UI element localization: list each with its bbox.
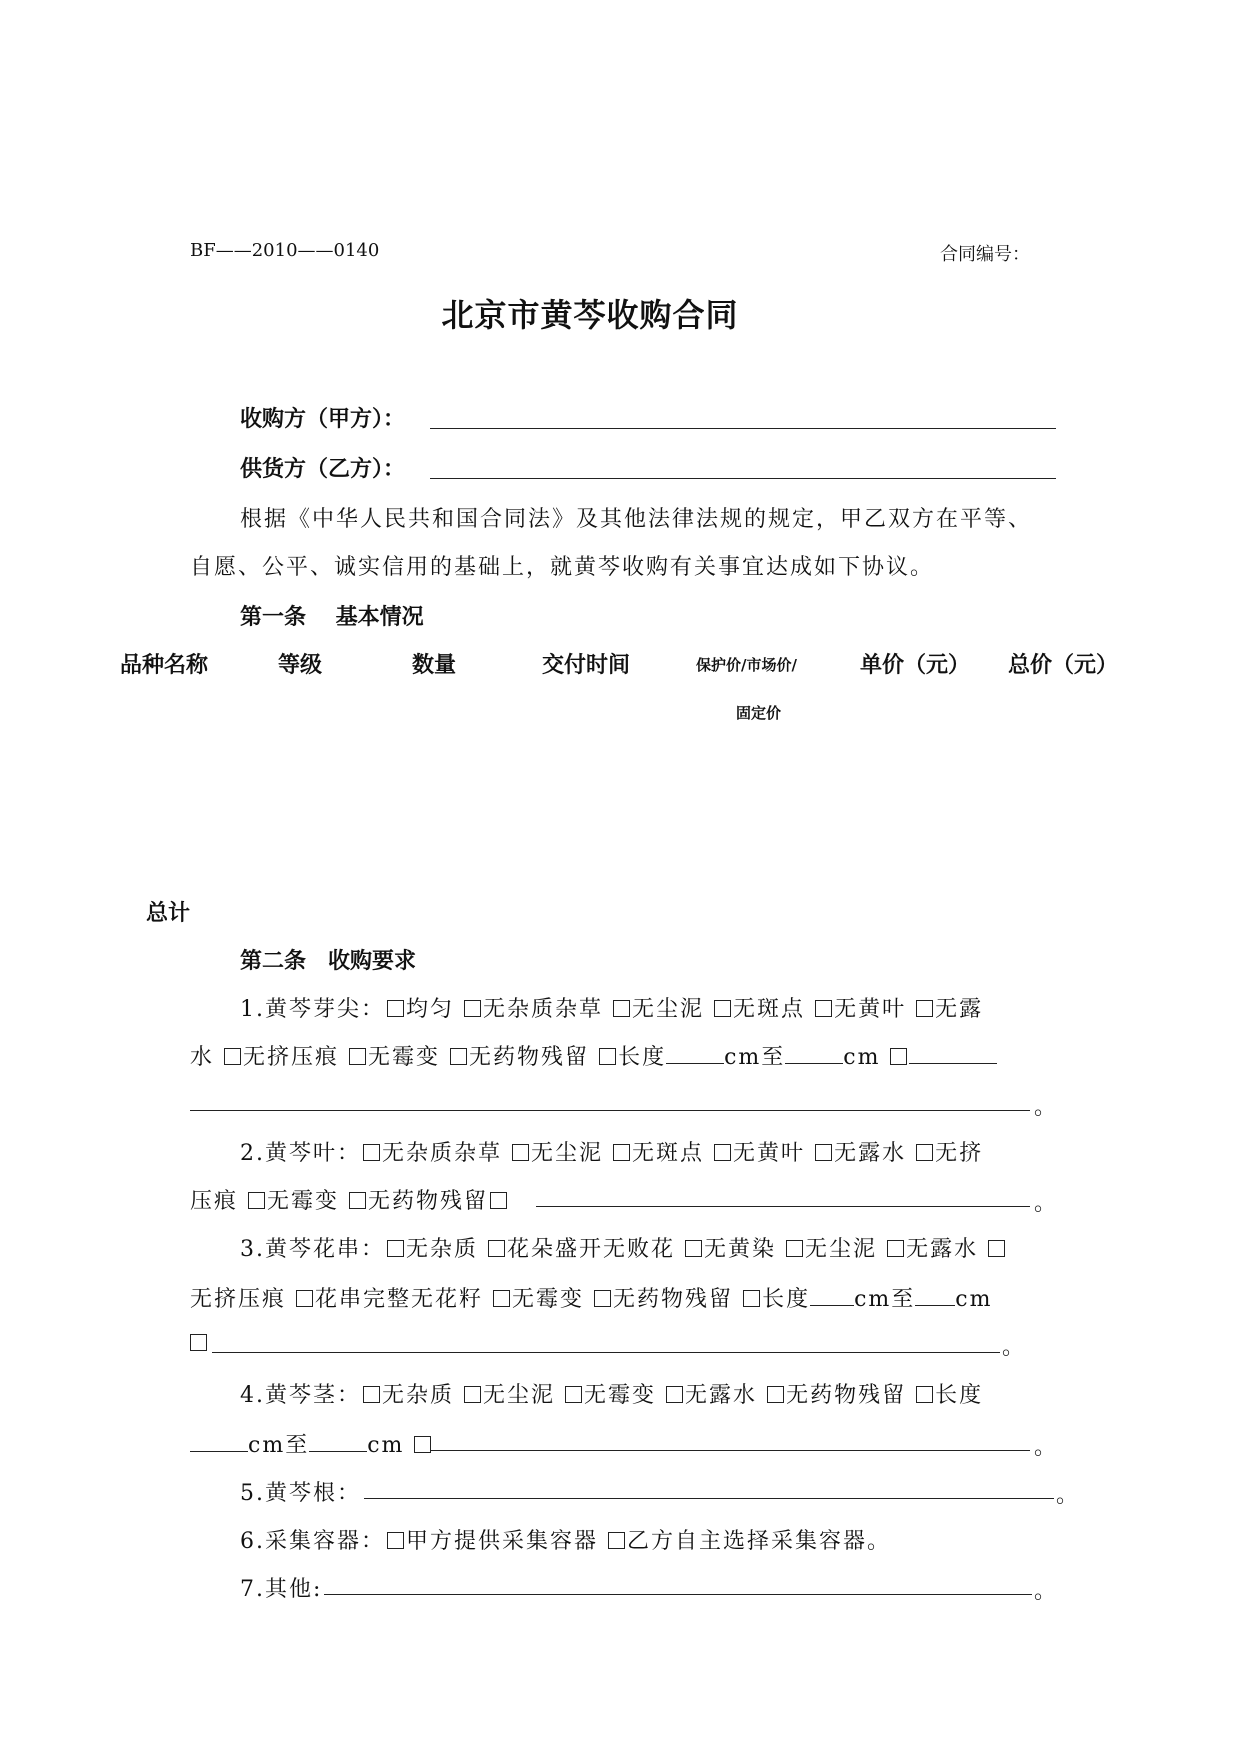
checkbox[interactable] xyxy=(608,1532,625,1549)
option-label: 无黄叶 xyxy=(834,997,907,1022)
item-6-label: 6.采集容器： xyxy=(240,1529,385,1554)
unit-label: cm xyxy=(843,1045,881,1070)
intro-line-1: 根据《中华人民共和国合同法》及其他法律法规的规定，甲乙双方在平等、 xyxy=(240,507,1033,532)
option-label: 无挤压痕 xyxy=(243,1045,340,1070)
checkbox[interactable] xyxy=(988,1240,1005,1257)
option-label: 无露水 xyxy=(685,1383,758,1408)
document-title: 北京市黄芩收购合同 xyxy=(441,296,739,334)
option-label: 无斑点 xyxy=(733,997,806,1022)
item-3-line-1 xyxy=(240,1232,1007,1263)
checkbox[interactable] xyxy=(349,1048,366,1065)
option-label: 无挤压痕 xyxy=(190,1287,287,1312)
checkbox[interactable] xyxy=(464,1000,481,1017)
checkbox[interactable] xyxy=(387,1000,404,1017)
checkbox[interactable] xyxy=(387,1532,404,1549)
item-5-label: 5.黄芩根： xyxy=(240,1481,361,1506)
option-label: 长度 xyxy=(935,1383,984,1408)
item-3-line-3 xyxy=(190,1334,209,1354)
checkbox[interactable] xyxy=(387,1240,404,1257)
checkbox[interactable] xyxy=(916,1000,933,1017)
article-2-heading: 第二条 收购要求 xyxy=(240,949,417,974)
item-3-other-field[interactable] xyxy=(212,1352,1000,1353)
length-min-field[interactable] xyxy=(666,1045,724,1064)
option-label: 花朵盛开无败花 xyxy=(507,1237,676,1262)
option-label: 压痕 xyxy=(190,1189,239,1214)
option-label: 无黄叶 xyxy=(733,1141,806,1166)
item-7-label: 7.其他: xyxy=(240,1577,323,1602)
checkbox[interactable] xyxy=(248,1192,265,1209)
checkbox[interactable] xyxy=(714,1144,731,1161)
checkbox[interactable] xyxy=(493,1290,510,1307)
checkbox[interactable] xyxy=(743,1290,760,1307)
option-label: 无斑点 xyxy=(632,1141,705,1166)
checkbox[interactable] xyxy=(666,1386,683,1403)
checkbox[interactable] xyxy=(714,1000,731,1017)
length-max-field[interactable] xyxy=(785,1045,843,1064)
option-label: 甲方提供采集容器 xyxy=(406,1529,599,1554)
unit-label: cm xyxy=(724,1045,762,1070)
to-label: 至 xyxy=(761,1045,786,1070)
option-label: 无挤 xyxy=(935,1141,984,1166)
checkbox[interactable] xyxy=(890,1048,907,1065)
checkbox[interactable] xyxy=(512,1144,529,1161)
checkbox[interactable] xyxy=(613,1144,630,1161)
checkbox[interactable] xyxy=(767,1386,784,1403)
option-label: 无霉变 xyxy=(368,1045,441,1070)
checkbox[interactable] xyxy=(190,1334,207,1351)
item-4-other-field[interactable] xyxy=(430,1450,1030,1451)
seller-field[interactable] xyxy=(430,478,1056,479)
other-field[interactable] xyxy=(909,1045,997,1064)
option-label: 无霉变 xyxy=(267,1189,340,1214)
item-6-line xyxy=(240,1524,891,1555)
option-label: 无杂质 xyxy=(406,1237,479,1262)
checkbox[interactable] xyxy=(786,1240,803,1257)
option-label: 无尘泥 xyxy=(483,1383,556,1408)
option-label: 无尘泥 xyxy=(805,1237,878,1262)
item-2-end: 。 xyxy=(1034,1191,1059,1216)
column-price-type-line2: 固定价 xyxy=(736,704,782,722)
length-max-field[interactable] xyxy=(915,1287,955,1306)
item-3-end: 。 xyxy=(1002,1335,1027,1360)
item-2-label: 2.黄芩叶： xyxy=(240,1141,361,1166)
option-label: 无药物残留 xyxy=(786,1383,907,1408)
article-1-heading: 第一条 基本情况 xyxy=(240,605,424,630)
checkbox[interactable] xyxy=(363,1144,380,1161)
item-3-line-2 xyxy=(190,1282,992,1313)
column-price-type: 保护价/市场价/ xyxy=(696,656,797,674)
checkbox[interactable] xyxy=(887,1240,904,1257)
option-label: 无霉变 xyxy=(584,1383,657,1408)
item-7-end: 。 xyxy=(1034,1579,1059,1604)
item-1-line-1 xyxy=(240,992,983,1023)
buyer-label: 收购方（甲方）： xyxy=(240,407,406,432)
buyer-field[interactable] xyxy=(430,428,1056,429)
option-label: 无药物残留 xyxy=(469,1045,590,1070)
item-5-end: 。 xyxy=(1056,1483,1081,1508)
item-1-label: 1.黄芩芽尖： xyxy=(240,997,385,1022)
intro-line-2: 自愿、公平、诚实信用的基础上，就黄芩收购有关事宜达成如下协议。 xyxy=(190,555,935,580)
option-label: 无药物残留 xyxy=(368,1189,489,1214)
option-label: 无尘泥 xyxy=(531,1141,604,1166)
option-label: 无杂质杂草 xyxy=(483,997,604,1022)
checkbox[interactable] xyxy=(916,1144,933,1161)
unit-label: cm xyxy=(248,1433,286,1458)
column-delivery-time: 交付时间 xyxy=(542,653,631,678)
to-label: 至 xyxy=(285,1433,310,1458)
option-label: 无露水 xyxy=(906,1237,979,1262)
item-1-line-2 xyxy=(190,1040,997,1071)
contract-code: BF——2010——0140 xyxy=(190,240,380,261)
option-label: 无尘泥 xyxy=(632,997,705,1022)
option-label: 花串完整无花籽 xyxy=(315,1287,484,1312)
checkbox[interactable] xyxy=(490,1192,507,1209)
column-unit-price: 单价（元） xyxy=(860,653,971,678)
column-grade: 等级 xyxy=(278,653,323,678)
unit-label: cm xyxy=(854,1287,892,1312)
checkbox[interactable] xyxy=(363,1386,380,1403)
checkbox[interactable] xyxy=(916,1386,933,1403)
option-label: 长度 xyxy=(618,1045,667,1070)
item-4-line-2 xyxy=(190,1428,433,1459)
item-2-line-1 xyxy=(240,1136,983,1167)
item-7-field[interactable] xyxy=(324,1594,1032,1595)
item-1-end: 。 xyxy=(1034,1095,1059,1120)
option-label: 乙方自主选择采集容器。 xyxy=(627,1529,892,1554)
option-label: 无黄染 xyxy=(704,1237,777,1262)
checkbox[interactable] xyxy=(224,1048,241,1065)
length-max-field[interactable] xyxy=(309,1433,367,1452)
length-min-field[interactable] xyxy=(190,1433,248,1452)
item-2-line-2 xyxy=(190,1184,509,1215)
option-label: 无霉变 xyxy=(512,1287,585,1312)
checkbox[interactable] xyxy=(815,1144,832,1161)
option-label: 水 xyxy=(190,1045,215,1070)
option-label: 无杂质 xyxy=(382,1383,455,1408)
to-label: 至 xyxy=(891,1287,916,1312)
checkbox[interactable] xyxy=(594,1290,611,1307)
option-label: 无露水 xyxy=(834,1141,907,1166)
column-variety: 品种名称 xyxy=(120,653,209,678)
checkbox[interactable] xyxy=(450,1048,467,1065)
checkbox[interactable] xyxy=(815,1000,832,1017)
column-quantity: 数量 xyxy=(412,653,457,678)
checkbox[interactable] xyxy=(296,1290,313,1307)
seller-label: 供货方（乙方）： xyxy=(240,457,406,482)
checkbox[interactable] xyxy=(685,1240,702,1257)
item-3-label: 3.黄芩花串： xyxy=(240,1237,385,1262)
checkbox[interactable] xyxy=(488,1240,505,1257)
item-2-other-field[interactable] xyxy=(536,1206,1030,1207)
option-label: 均匀 xyxy=(406,997,455,1022)
checkbox[interactable] xyxy=(349,1192,366,1209)
checkbox[interactable] xyxy=(599,1048,616,1065)
checkbox[interactable] xyxy=(565,1386,582,1403)
length-min-field[interactable] xyxy=(810,1287,854,1306)
total-label: 总计 xyxy=(146,901,191,926)
item-4-line-1 xyxy=(240,1378,983,1409)
unit-label: cm xyxy=(367,1433,405,1458)
item-1-continuation-field[interactable] xyxy=(190,1110,1030,1111)
checkbox[interactable] xyxy=(414,1436,431,1453)
option-label: 长度 xyxy=(762,1287,811,1312)
option-label: 无露 xyxy=(935,997,984,1022)
option-label: 无杂质杂草 xyxy=(382,1141,503,1166)
checkbox[interactable] xyxy=(464,1386,481,1403)
item-4-end: 。 xyxy=(1034,1435,1059,1460)
checkbox[interactable] xyxy=(613,1000,630,1017)
item-4-label: 4.黄芩茎： xyxy=(240,1383,361,1408)
column-total-price: 总价（元） xyxy=(1008,653,1119,678)
option-label: 无药物残留 xyxy=(613,1287,734,1312)
contract-number-label: 合同编号： xyxy=(940,244,1030,265)
unit-label: cm xyxy=(955,1287,993,1312)
item-5-field[interactable] xyxy=(364,1498,1054,1499)
